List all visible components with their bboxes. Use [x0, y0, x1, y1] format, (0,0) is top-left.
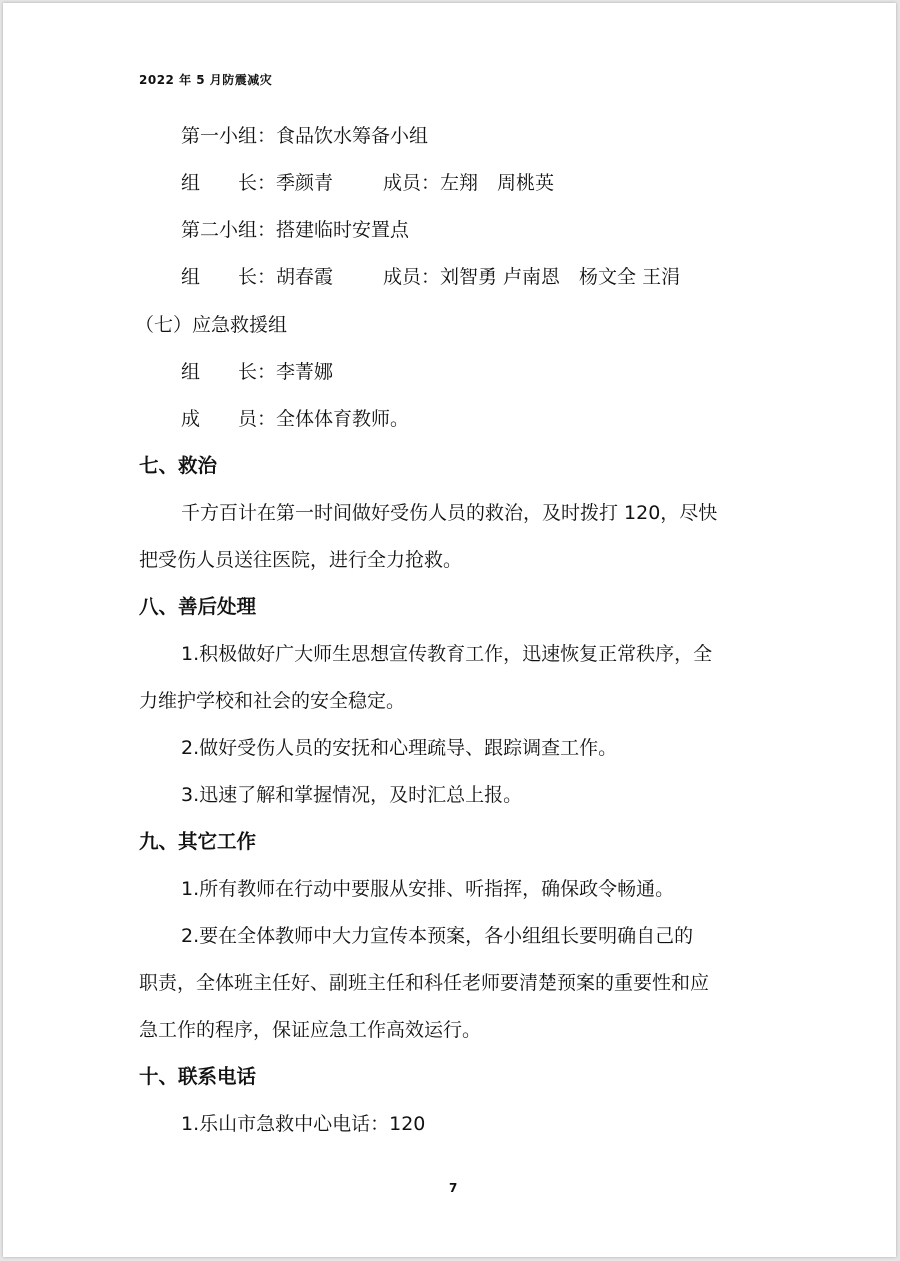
- document-page: [3, 3, 896, 1257]
- section-9-item1: 1.所有教师在行动中要服从安排、听指挥，确保政令畅通。: [181, 878, 675, 900]
- group2-title: 第二小组：搭建临时安置点: [181, 219, 410, 241]
- section-8-item3: 3.迅速了解和掌握情况，及时汇总上报。: [181, 784, 523, 806]
- section-8-heading: 八、善后处理: [139, 595, 257, 618]
- group2-members: 成员：刘智勇 卢南恩 杨文全 王涓: [383, 266, 681, 288]
- rescue-group-title: （七）应急救援组: [135, 314, 288, 336]
- section-7-paragraph-line1: 千方百计在第一时间做好受伤人员的救治，及时拨打 120，尽快: [181, 502, 718, 524]
- section-8-item2: 2.做好受伤人员的安抚和心理疏导、跟踪调查工作。: [181, 737, 618, 759]
- page-header: 2022 年 5 月防震减灾: [139, 73, 273, 87]
- section-9-item2-line1: 2.要在全体教师中大力宣传本预案，各小组组长要明确自己的: [181, 925, 694, 947]
- section-8-item1-line2: 力维护学校和社会的安全稳定。: [139, 690, 406, 712]
- rescue-group-members: 成 员：全体体育教师。: [181, 408, 410, 430]
- group2-leader: 组 长：胡春霞: [181, 266, 334, 288]
- section-10-heading: 十、联系电话: [139, 1065, 257, 1088]
- section-9-item2-line2: 职责，全体班主任好、副班主任和科任老师要清楚预案的重要性和应: [139, 972, 710, 994]
- section-8-item1-line1: 1.积极做好广大师生思想宣传教育工作，迅速恢复正常秩序，全: [181, 643, 713, 665]
- rescue-group-leader: 组 长：李菁娜: [181, 361, 334, 383]
- section-9-heading: 九、其它工作: [139, 830, 257, 853]
- group1-title: 第一小组：食品饮水筹备小组: [181, 125, 429, 147]
- group1-members: 成员：左翔 周桃英: [383, 172, 555, 194]
- page-number: 7: [449, 1181, 458, 1195]
- section-7-paragraph-line2: 把受伤人员送往医院，进行全力抢救。: [139, 549, 463, 571]
- section-9-item2-line3: 急工作的程序，保证应急工作高效运行。: [139, 1019, 482, 1041]
- section-7-heading: 七、救治: [139, 454, 218, 477]
- section-10-item1: 1.乐山市急救中心电话：120: [181, 1113, 426, 1135]
- group1-leader: 组 长：季颜青: [181, 172, 334, 194]
